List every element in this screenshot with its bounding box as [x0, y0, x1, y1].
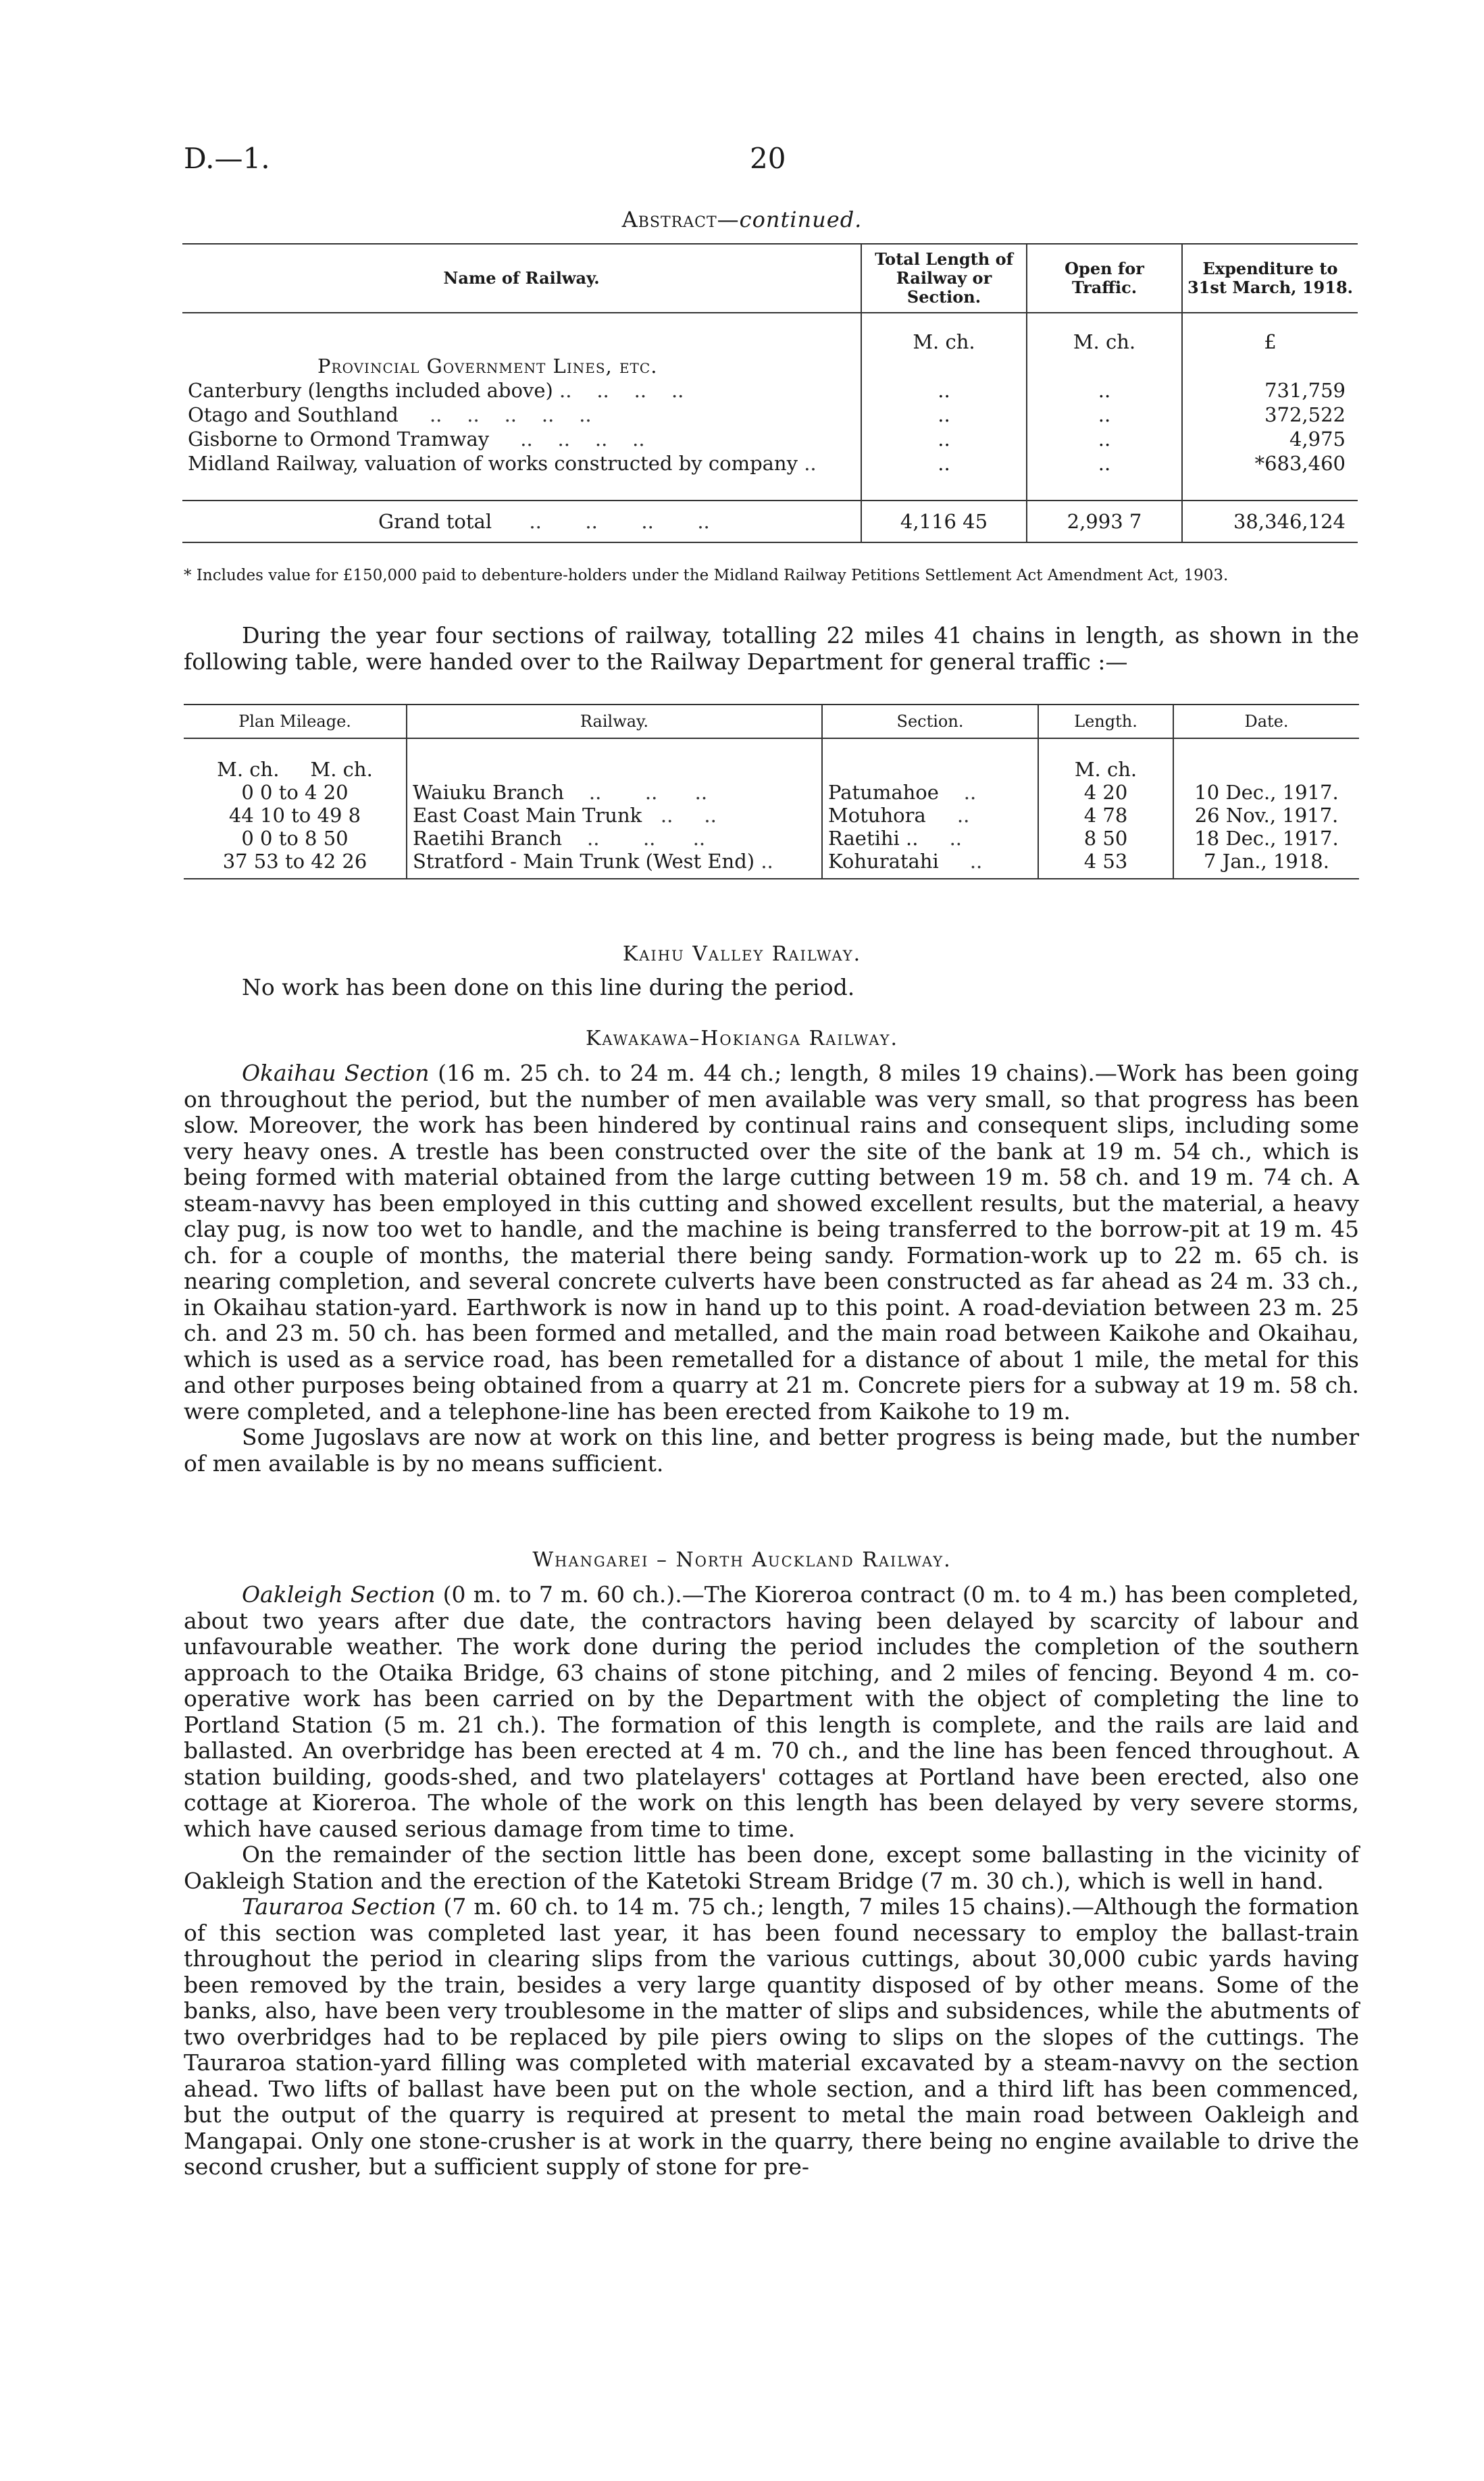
table-row: 0 0 to 4 20 Waiuku Branch .. .. .. Patumahoe .. 4 20 10 Dec., 1917.	[184, 781, 1359, 804]
col-plan-mileage: Plan Mileage.	[184, 705, 407, 738]
col-length: Length.	[1038, 705, 1173, 738]
open-cell: ..	[1027, 427, 1182, 451]
length-cell: ..	[861, 378, 1027, 403]
abstract-footnote: * Includes value for £150,000 paid to debenture-holders under the Midland Railway Petitions Settlement Act Amendment Act, 1903.	[184, 567, 1229, 584]
abstract-title-italic: continued.	[739, 207, 863, 232]
abstract-title-lead: Abstract—	[621, 207, 740, 232]
col-railway: Railway.	[407, 705, 822, 738]
tauraroa-paragraph: Tauraroa Section (7 m. 60 ch. to 14 m. 75 ch.; length, 7 miles 15 chains).—Although the formation of this section was completed last year, it has been found necessary to employ the ballast-train throughout the period in clearing slips from the various cuttings, about 30,000 cubic yards having been removed by the train, besides a very large quantity disposed of by other means. Some of the banks, also, have been very troublesome in the matter of slips and subsidences, while the abutments of two overbridges had to be replaced by pile piers owing to slips on the slopes of the cuttings. The Tauraroa station-yard filling was completed with material excavated by a steam-navvy on the section ahead. Two lifts of ballast have been put on the whole section, and a third lift has been commenced, but the output of the quarry is required at present to metal the main road between Oakleigh and Mangapai. Only one stone-crusher is at work in the quarry, there being no engine available to drive the second crusher, but a sufficient supply of stone for pre-	[184, 1893, 1359, 2180]
kaihu-paragraph: No work has been done on this line during the period.	[242, 974, 855, 1000]
abstract-header-row	[182, 244, 1358, 313]
abstract-title	[0, 207, 1484, 232]
col-name-of-railway: Name of Railway.	[182, 244, 861, 313]
section-heading-row	[182, 354, 1358, 378]
jugoslavs-paragraph: Some Jugoslavs are now at work on this line, and better progress is being made, but the number of men available is by no means sufficient.	[184, 1424, 1359, 1477]
grand-total-label: Grand total	[378, 510, 492, 533]
table-row: Otago and Southland .. .. .. .. .. .. .. 372,522	[182, 403, 1358, 427]
railway-name: Otago and Southland	[188, 403, 399, 426]
grand-total-row: Grand total .. .. .. .. 4,116 45 2,993 7 38,346,124	[182, 501, 1358, 542]
units-row	[182, 313, 1358, 354]
col-open-for-traffic: Open for Traffic.	[1027, 244, 1182, 313]
unit-length: M. ch.	[1038, 738, 1173, 781]
oakleigh-paragraph: Oakleigh Section (0 m. to 7 m. 60 ch.).—The Kioreroa contract (0 m. to 4 m.) has been completed, about two years after due date, the contractors having been delayed by scarcity of labour and unfavourable weather. The work done during the period includes the completion of the southern approach to the Otaika Bridge, 63 chains of stone pitching, and 2 miles of fencing. Beyond 4 m. co-operative work has been carried on by the Department with the object of completing the line to Portland Station (5 m. 21 ch.). The formation of this length is complete, and the rails are laid and ballasted. An overbridge has been erected at 4 m. 70 ch., and the line has been fenced throughout. A station building, goods-shed, and two platelayers' cottages at Portland have been erected, also one cottage at Kioreroa. The whole of the work on this length has been delayed by very severe storms, which have caused serious damage from time to time.	[184, 1581, 1359, 1842]
handover-units-row	[184, 738, 1359, 781]
railway-name: Midland Railway, valuation of works constructed by company	[188, 452, 798, 475]
whangarei-heading: Whangarei – North Auckland Railway.	[532, 1548, 952, 1572]
table-row: Gisborne to Ormond Tramway .. .. .. .. .. .. 4,975	[182, 427, 1358, 451]
col-total-length: Total Length of Railway or Section.	[861, 244, 1027, 313]
table-row: Canterbury (lengths included above) .. .. .. .. .. .. 731,759	[182, 378, 1358, 403]
unit-mileage-from: M. ch.	[217, 758, 280, 781]
expenditure-cell: 372,522	[1264, 403, 1346, 426]
table-row: 37 53 to 42 26 Stratford - Main Trunk (West End) .. Kohuratahi .. 4 53 7 Jan., 1918.	[184, 850, 1359, 879]
table-row: Midland Railway, valuation of works constructed by company .. .. .. *683,460	[182, 451, 1358, 476]
length-cell: ..	[861, 403, 1027, 427]
expenditure-cell: 731,759	[1264, 379, 1346, 402]
handover-table	[184, 704, 1359, 879]
grand-total-length: 4,116 45	[861, 501, 1027, 542]
unit-length: M. ch.	[861, 313, 1027, 354]
open-cell: ..	[1027, 378, 1182, 403]
remainder-paragraph: On the remainder of the section little has been done, except some ballasting in the vicinity of Oakleigh Station and the erection of the Katetoki Stream Bridge (7 m. 30 ch.), which is well in hand.	[184, 1841, 1359, 1894]
length-cell: ..	[861, 451, 1027, 476]
unit-open: M. ch.	[1027, 313, 1182, 354]
okaihau-paragraph: Okaihau Section (16 m. 25 ch. to 24 m. 44 ch.; length, 8 miles 19 chains).—Work has been going on throughout the period, but the number of men available was very small, so that progress has been slow. Moreover, the work has been hindered by continual rains and consequent slips, including some very heavy ones. A trestle has been constructed over the site of the bank at 19 m. 54 ch., which is being formed with material obtained from the large cutting between 19 m. 58 ch. and 19 m. 74 ch. A steam-navvy has been employed in this cutting and showed excellent results, but the material, a heavy clay pug, is now too wet to handle, and the machine is being transferred to the borrow-pit at 19 m. 45 ch. for a couple of months, the material there being sandy. Formation-work up to 22 m. 65 ch. is nearing completion, and several concrete culverts have been constructed as far ahead as 24 m. 33 ch., in Okaihau station-yard. Earthwork is now in hand up to this point. A road-deviation between 23 m. 25 ch. and 23 m. 50 ch. has been formed and metalled, and the main road between Kaikohe and Okaihau, which is used as a service road, has been remetalled for a distance of about 1 mile, the metal for this and other purposes being obtained from a quarry at 21 m. Concrete piers for a subway at 19 m. 58 ch. were completed, and a telephone-line has been erected from Kaikohe to 19 m.	[184, 1060, 1359, 1425]
expenditure-cell: *683,460	[1254, 452, 1346, 475]
length-cell: ..	[861, 427, 1027, 451]
page-number: 20	[750, 142, 786, 175]
railway-name: Gisborne to Ormond Tramway	[188, 428, 490, 451]
col-expenditure: Expenditure to 31st March, 1918.	[1182, 244, 1358, 313]
col-date: Date.	[1173, 705, 1359, 738]
intro-paragraph: During the year four sections of railway, totalling 22 miles 41 chains in length, as shown in the following table, were handed over to the Railway Department for general traffic :—	[184, 622, 1359, 675]
col-section: Section.	[822, 705, 1038, 738]
whangarei-section	[184, 1582, 1359, 2180]
expenditure-cell: 4,975	[1289, 428, 1346, 451]
handover-header-row	[184, 705, 1359, 738]
railway-name: Canterbury (lengths included above)	[188, 379, 553, 402]
kawakawa-section	[184, 1060, 1359, 1477]
unit-expenditure: £	[1264, 330, 1277, 353]
provincial-lines-heading: Provincial Government Lines, etc.	[182, 354, 861, 378]
open-cell: ..	[1027, 403, 1182, 427]
kaihu-heading: Kaihu Valley Railway.	[622, 942, 862, 966]
document-code: D.—1.	[184, 142, 270, 175]
unit-mileage-to: M. ch.	[310, 758, 373, 781]
grand-total-expenditure: 38,346,124	[1182, 501, 1358, 542]
grand-total-open: 2,993 7	[1027, 501, 1182, 542]
table-row: 44 10 to 49 8 East Coast Main Trunk .. .. Motuhora .. 4 78 26 Nov., 1917.	[184, 804, 1359, 827]
abstract-table	[182, 243, 1358, 543]
kawakawa-heading: Kawakawa–Hokianga Railway.	[585, 1027, 899, 1050]
open-cell: ..	[1027, 451, 1182, 476]
table-row: 0 0 to 8 50 Raetihi Branch .. .. .. Raetihi .. .. 8 50 18 Dec., 1917.	[184, 827, 1359, 850]
